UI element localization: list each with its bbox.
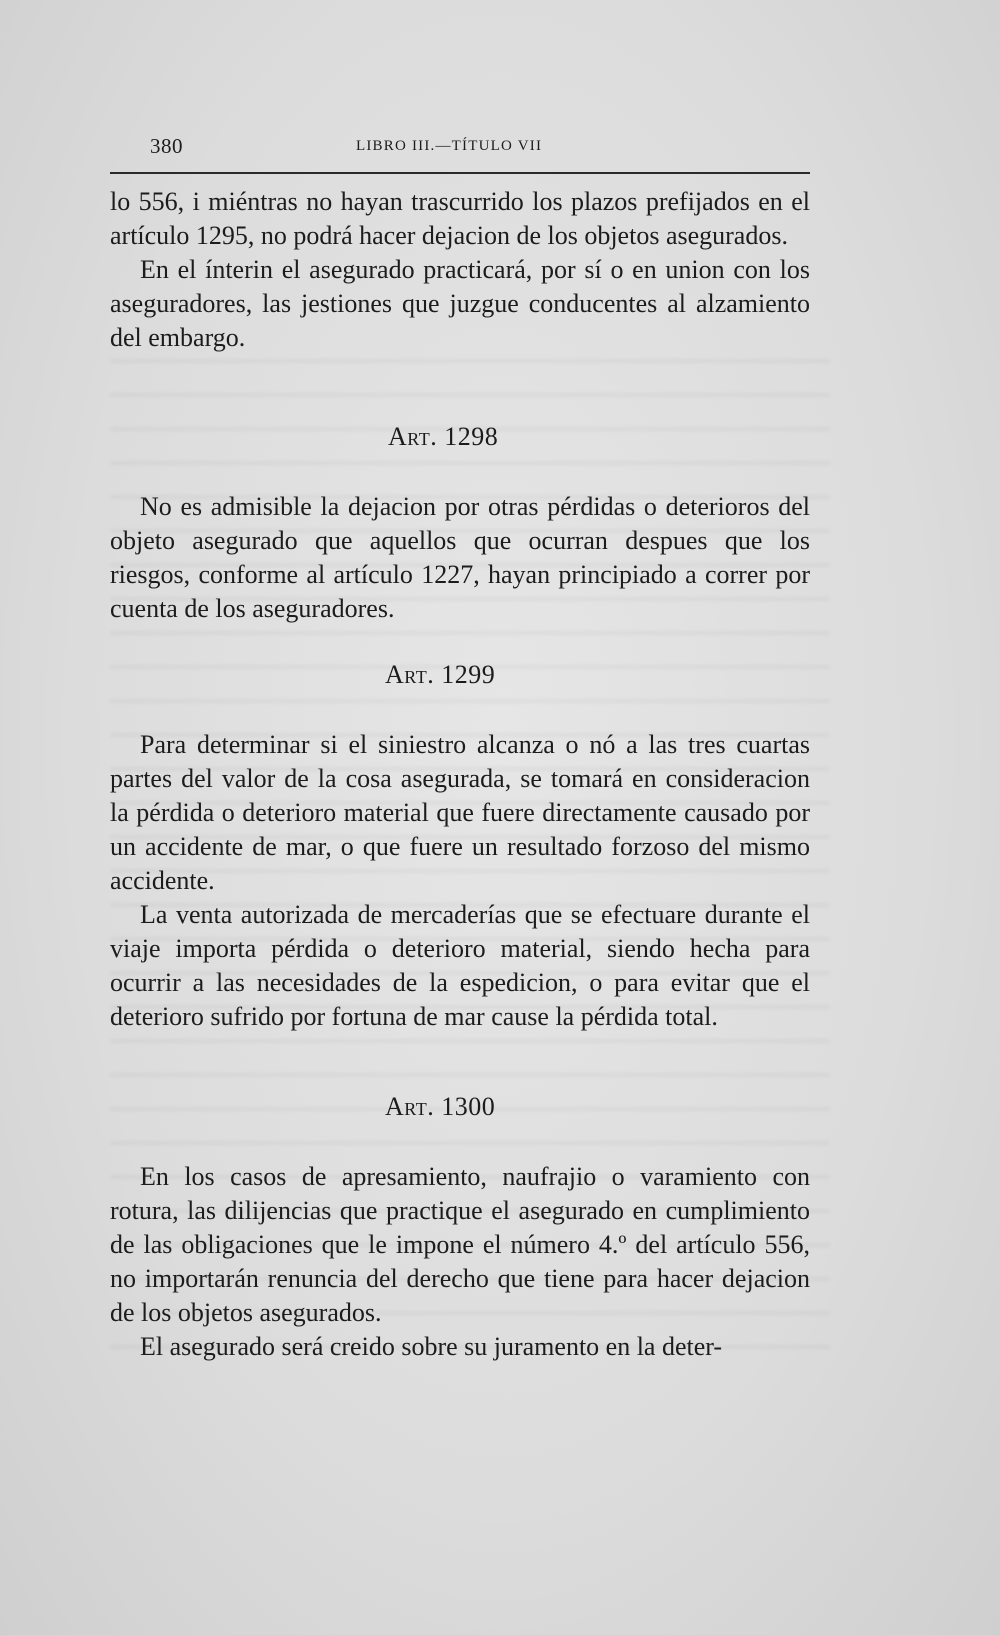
article-1298-heading	[388, 422, 498, 452]
intro-continuation: lo 556, i miéntras no hayan trascurrido los plazos prefijados en el artículo 1295, no podrá hacer dejacion de los objetos asegurados.	[110, 187, 810, 250]
article-1300-body	[110, 1160, 810, 1364]
page-number: 380	[150, 134, 183, 158]
article-1299-paragraph-2: La venta autorizada de mercaderías que se efectuare durante el viaje importa pérdida o deterioro material, siendo hecha para ocurrir a las necesidades de la espedicion, o para evitar que el deterioro sufrido por fortuna de mar cause la pérdida total.	[110, 900, 810, 1031]
intro-text	[110, 185, 810, 355]
article-1298-paragraph: No es admisible la dejacion por otras pérdidas o deterioros del objeto asegurado que aquellos que ocurran despues que los riesgos, conforme al artículo 1227, hayan principiado a correr por cuenta de los aseguradores.	[110, 492, 810, 623]
article-1299-heading	[385, 660, 495, 690]
page-header	[110, 130, 810, 166]
article-1300-heading-text: Art. 1300	[385, 1092, 496, 1121]
article-1298-heading-text: Art. 1298	[388, 422, 499, 451]
header-rule	[110, 172, 810, 174]
intro-paragraph: En el ínterin el asegurado practicará, por sí o en union con los aseguradores, las jestiones que juzgue conducentes al alzamiento del embargo.	[110, 255, 810, 352]
running-head: LIBRO III.—TÍTULO VII	[356, 138, 543, 154]
article-1299-paragraph-1: Para determinar si el siniestro alcanza o nó a las tres cuartas partes del valor de la cosa asegurada, se tomará en consideracion la pérdida o deterioro material que fuere directamente causado por un accidente de mar, o que fuere un resultado forzoso del mismo accidente.	[110, 730, 810, 895]
article-1300-paragraph-1: En los casos de apresamiento, naufrajio o varamiento con rotura, las dilijencias que practique el asegurado en cumplimiento de las obligaciones que le impone el número 4.º del artículo 556, no importarán renuncia del derecho que tiene para hacer dejacion de los objetos asegurados.	[110, 1162, 810, 1327]
article-1300-heading	[385, 1092, 495, 1122]
article-1299-body	[110, 728, 810, 1034]
article-1299-heading-text: Art. 1299	[385, 660, 496, 689]
article-1298-body	[110, 490, 810, 626]
article-1300-paragraph-2: El asegurado será creido sobre su juramento en la deter-	[140, 1332, 723, 1361]
